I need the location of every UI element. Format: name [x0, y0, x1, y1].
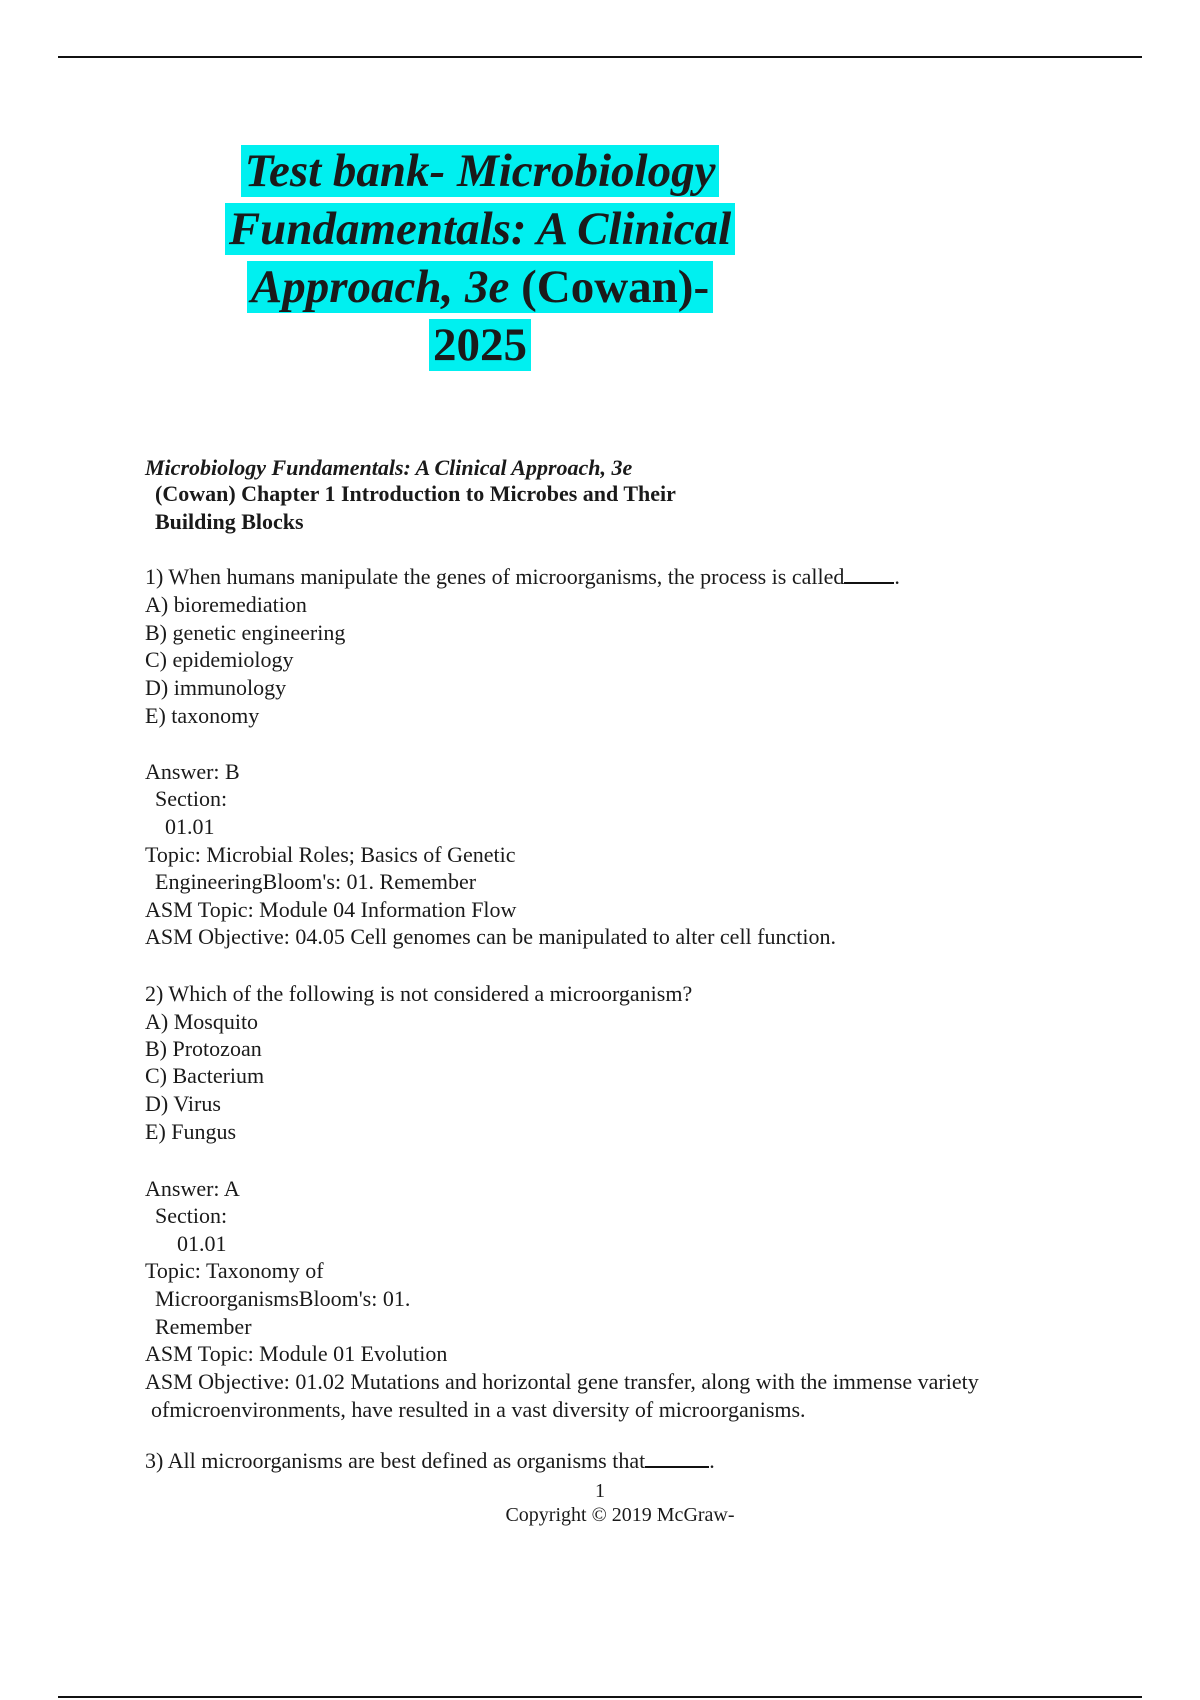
- question-2-section-label: Section:: [155, 1203, 228, 1228]
- copyright-notice: Copyright © 2019 McGraw-: [505, 1504, 735, 1526]
- question-2-section-value: 01.01: [177, 1231, 227, 1256]
- question-2-stem: 2) Which of the following is not considered a microorganism?: [145, 981, 693, 1006]
- question-2-topic-cont-2: Remember: [155, 1314, 252, 1339]
- question-1-section-label: Section:: [155, 786, 228, 811]
- question-2-option-a: A) Mosquito: [145, 1009, 259, 1034]
- question-1-asm-topic: ASM Topic: Module 04 Information Flow: [145, 897, 517, 922]
- question-2-option-c: C) Bacterium: [145, 1063, 265, 1088]
- question-2-option-e: E) Fungus: [145, 1119, 237, 1144]
- question-1-option-d: D) immunology: [145, 675, 287, 700]
- question-1-option-a: A) bioremediation: [145, 592, 307, 617]
- answer-blank: [844, 564, 894, 584]
- question-3-end: .: [709, 1448, 715, 1473]
- question-2-asm-objective: ASM Objective: 01.02 Mutations and horizontal gene transfer, along with the immense variety: [145, 1369, 979, 1394]
- top-rule: [58, 56, 1142, 58]
- chapter-heading-cont: Building Blocks: [155, 509, 304, 534]
- question-1-end: .: [894, 564, 900, 589]
- question-1-option-c: C) epidemiology: [145, 647, 294, 672]
- bottom-rule: [58, 1696, 1142, 1698]
- title-line-4: 2025: [429, 319, 531, 371]
- question-2-asm-topic: ASM Topic: Module 01 Evolution: [145, 1341, 448, 1366]
- question-1-option-e: E) taxonomy: [145, 703, 260, 728]
- question-2-topic: Topic: Taxonomy of: [145, 1258, 324, 1283]
- question-1-answer: Answer: B: [145, 759, 240, 784]
- question-1-stem: [145, 564, 900, 590]
- chapter-heading: (Cowan) Chapter 1 Introduction to Microbes and Their: [155, 481, 676, 506]
- question-1-topic-cont: EngineeringBloom's: 01. Remember: [155, 869, 477, 894]
- title-line-2: Fundamentals: A Clinical: [225, 203, 735, 255]
- page-number: 1: [595, 1480, 605, 1502]
- question-2-topic-cont: MicroorganismsBloom's: 01.: [155, 1286, 411, 1311]
- question-1-topic: Topic: Microbial Roles; Basics of Genetic: [145, 842, 516, 867]
- question-1-option-b: B) genetic engineering: [145, 620, 346, 645]
- question-1-text: 1) When humans manipulate the genes of microorganisms, the process is called: [145, 564, 845, 589]
- book-title: Microbiology Fundamentals: A Clinical Approach, 3e: [145, 455, 633, 480]
- question-3-text: 3) All microorganisms are best defined as organisms that: [145, 1448, 646, 1473]
- question-2-option-b: B) Protozoan: [145, 1036, 262, 1061]
- title-line-3-italic: Approach, 3e: [250, 261, 510, 313]
- question-1-section-value: 01.01: [165, 814, 215, 839]
- document-title: [200, 142, 760, 374]
- question-3-stem: [145, 1448, 715, 1474]
- question-1-asm-objective: ASM Objective: 04.05 Cell genomes can be manipulated to alter cell function.: [145, 924, 836, 949]
- title-line-3-rest: (Cowan)-: [509, 261, 710, 313]
- question-2-asm-objective-cont: ofmicroenvironments, have resulted in a vast diversity of microorganisms.: [151, 1397, 806, 1422]
- title-line-1: Test bank- Microbiology: [241, 145, 720, 197]
- question-2-answer: Answer: A: [145, 1176, 240, 1201]
- answer-blank: [645, 1448, 709, 1468]
- question-2-option-d: D) Virus: [145, 1091, 221, 1116]
